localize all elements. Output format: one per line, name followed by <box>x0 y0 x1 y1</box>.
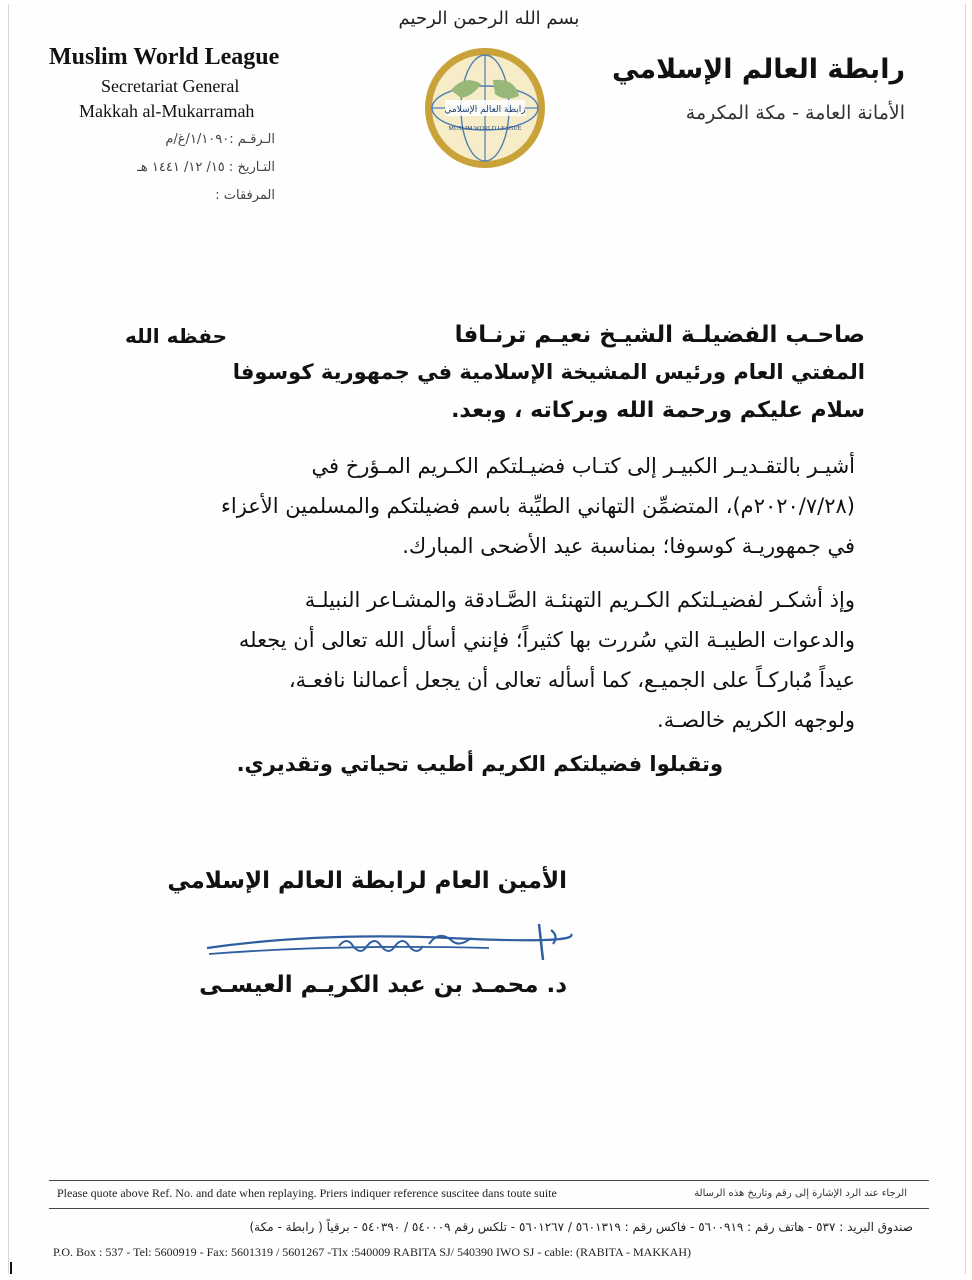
reference-number: الـرقـم :١/١٠٩٠/غ/م <box>165 132 275 147</box>
letter-date: التـاريخ : ١٥/ ١٢/ ١٤٤١ هـ <box>137 160 275 175</box>
footer-quote-ar: الرجاء عند الرد الإشارة إلى رقم وتاريخ هذه الرسالة <box>694 1188 907 1199</box>
paragraph-2-line-4: ولوجهه الكريم خالصـة. <box>657 708 855 732</box>
footer-rule-top <box>49 1180 929 1181</box>
addressee-blessing: حفظه الله <box>125 324 228 348</box>
secretariat-en: Secretariat General <box>101 76 240 96</box>
attachments-label: المرفقات : <box>215 188 275 203</box>
logo-text-ar: رابطة العالم الإسلامي <box>444 105 526 115</box>
secretariat-ar: الأمانة العامة - مكة المكرمة <box>685 102 905 124</box>
signatory-title: الأمين العام لرابطة العالم الإسلامي <box>167 868 567 894</box>
org-name-ar: رابطة العالم الإسلامي <box>612 54 905 85</box>
paragraph-1-line-3: في جمهوريـة كوسوفا؛ بمناسبة عيد الأضحى المبارك. <box>402 534 855 558</box>
org-name-en: Muslim World League <box>49 44 280 70</box>
scan-edge-mark <box>10 1262 12 1274</box>
handwritten-signature <box>199 914 579 974</box>
paragraph-2-line-3: عيداً مُباركـاً على الجميـع، كما أسأله تعالى أن يجعل أعمالنا نافعـة، <box>288 668 855 692</box>
city-en: Makkah al-Mukarramah <box>79 101 255 121</box>
footer-rule-middle <box>49 1208 929 1209</box>
paragraph-1-line-2: (٢٠٢٠/٧/٢٨م)، المتضمِّن التهاني الطيِّبة باسم فضيلتكم والمسلمين الأعزاء <box>220 494 855 518</box>
addressee-name: صاحـب الفضيلـة الشيـخ نعيـم ترنـافا <box>454 322 865 348</box>
letter-page <box>8 4 966 1274</box>
paragraph-2-line-1: وإذ أشكـر لفضيـلتكم الكـريم التهنئـة الصَّـادقة والمشـاعر النبيلـة <box>304 588 855 612</box>
paragraph-2-line-2: والدعوات الطيبـة التي سُررت بها كثيراً؛ فإنني أسأل الله تعالى أن يجعله <box>238 628 855 652</box>
paragraph-1-line-1: أشيـر بالتقـديـر الكبيـر إلى كتـاب فضيـلتكم الكـريم المـؤرخ في <box>311 454 855 478</box>
addressee-title: المفتي العام ورئيس المشيخة الإسلامية في جمهورية كوسوفا <box>232 360 865 384</box>
greeting: سلام عليكم ورحمة الله وبركاته ، وبعد. <box>451 398 865 423</box>
basmala: بسم الله الرحمن الرحيم <box>398 8 580 29</box>
logo-text-en: MUSLIM WORLD LEAGUE <box>448 126 522 132</box>
footer-quote-en: Please quote above Ref. No. and date when replaying. Priers indiquer reference suscitee dans toute suite <box>57 1186 557 1200</box>
footer-address-ar: صندوق البريد : ٥٣٧ - هاتف رقم : ٥٦٠٠٩١٩ - فاكس رقم : ٥٦٠١٣١٩ / ٥٦٠١٢٦٧ - تلكس رقم ٥٤٠٠٠٩ / ٥٤٠٣٩٠ - برقياً ( رابطة - مكة) <box>249 1220 913 1234</box>
closing: وتقبلوا فضيلتكم الكريم أطيب تحياتي وتقديري. <box>236 752 723 776</box>
signatory-name: د. محمـد بن عبد الكريـم العيسـى <box>199 972 567 998</box>
mwl-logo <box>421 44 549 172</box>
footer-address-en: P.O. Box : 537 - Tel: 5600919 - Fax: 5601319 / 5601267 -Tlx :540009 RABITA SJ/ 540390 IWO SJ - cable: (RABITA - MAKKAH) <box>53 1245 691 1259</box>
